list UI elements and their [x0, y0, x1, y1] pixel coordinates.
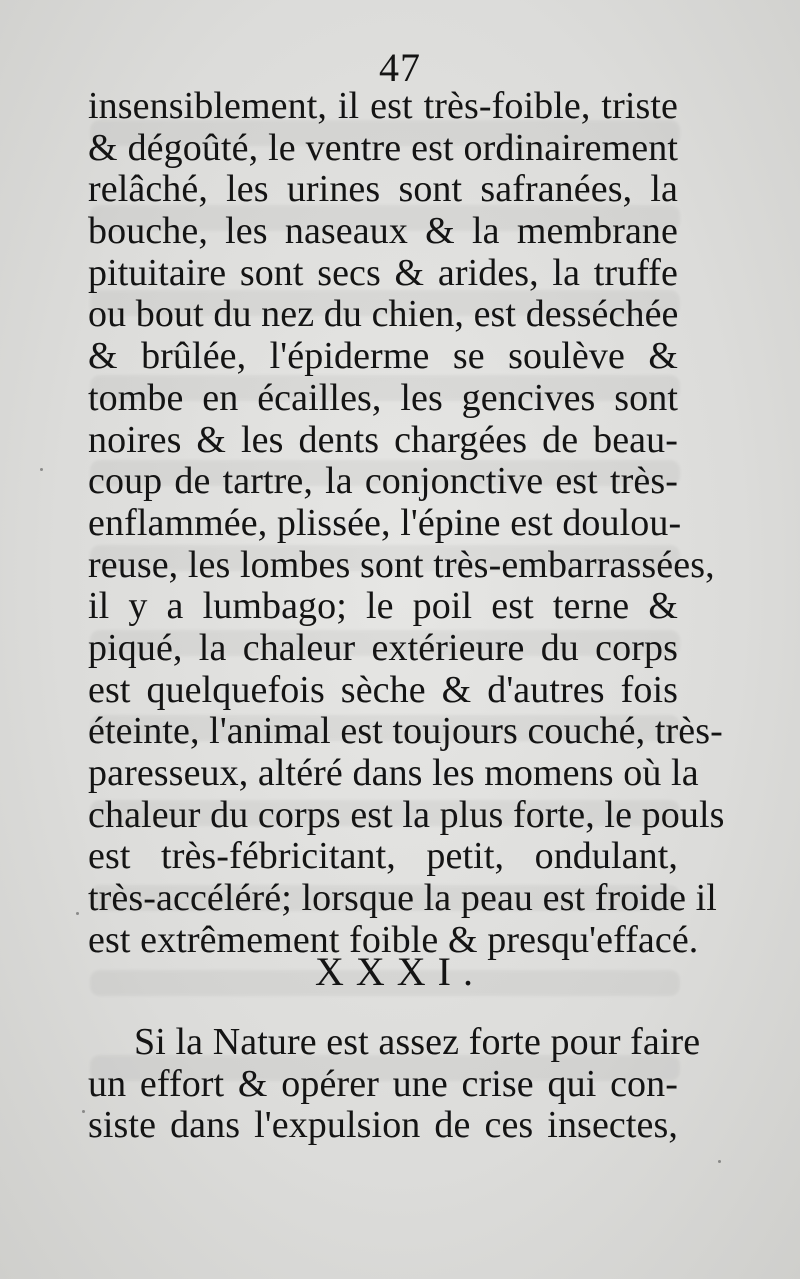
ink-speck: [76, 912, 79, 915]
text-line: chaleur du corps est la plus forte, le pouls: [88, 793, 725, 836]
text-line: est quelquefois sèche & d'autres fois: [88, 668, 678, 711]
text-line: est très-fébricitant, petit, ondulant,: [88, 835, 678, 878]
ink-speck: [40, 468, 43, 471]
text-line: piqué, la chaleur extérieure du corps: [88, 626, 678, 669]
text-line: & brûlée, l'épiderme se soulève &: [88, 335, 678, 378]
text-line: coup de tartre, la conjonctive est très-: [88, 460, 678, 503]
text-line: ou bout du nez du chien, est desséchée: [88, 293, 679, 336]
text-line: pituitaire sont secs & arides, la truffe: [88, 251, 678, 294]
text-line: insensiblement, il est très-foible, triste: [88, 85, 678, 127]
section-heading: XXXI.: [315, 949, 485, 994]
text-line: tombe en écailles, les gencives sont: [88, 376, 678, 419]
text-line: bouche, les naseaux & la membrane: [88, 210, 678, 253]
text-line: siste dans l'expulsion de ces insectes,: [88, 1104, 678, 1147]
paragraph-2: [88, 1021, 701, 1147]
text-line-indented: Si la Nature est assez forte pour faire: [134, 1021, 701, 1063]
text-line: reuse, les lombes sont très-embarrassées,: [88, 543, 715, 586]
text-line: noires & les dents chargées de beau-: [88, 418, 678, 461]
text-line: paresseux, altéré dans les momens où la: [88, 752, 699, 794]
ink-speck: [82, 1110, 85, 1113]
text-line: très-accéléré; lorsque la peau est froide il: [88, 877, 717, 920]
text-line: éteinte, l'animal est toujours couché, très-: [88, 710, 723, 753]
text-line: il y a lumbago; le poil est terne &: [88, 585, 678, 628]
text-line: enflammée, plissée, l'épine est doulou-: [88, 501, 682, 544]
text-line: un effort & opérer une crise qui con-: [88, 1062, 678, 1105]
text-line-last: est extrêmement foible & presqu'effacé.: [88, 918, 699, 961]
page-number: 47: [379, 45, 421, 90]
text-line: relâché, les urines sont safranées, la: [88, 168, 678, 211]
paragraph-1: [88, 85, 725, 961]
text-line: & dégoûté, le ventre est ordinairement: [88, 126, 678, 169]
ink-speck: [718, 1160, 721, 1163]
